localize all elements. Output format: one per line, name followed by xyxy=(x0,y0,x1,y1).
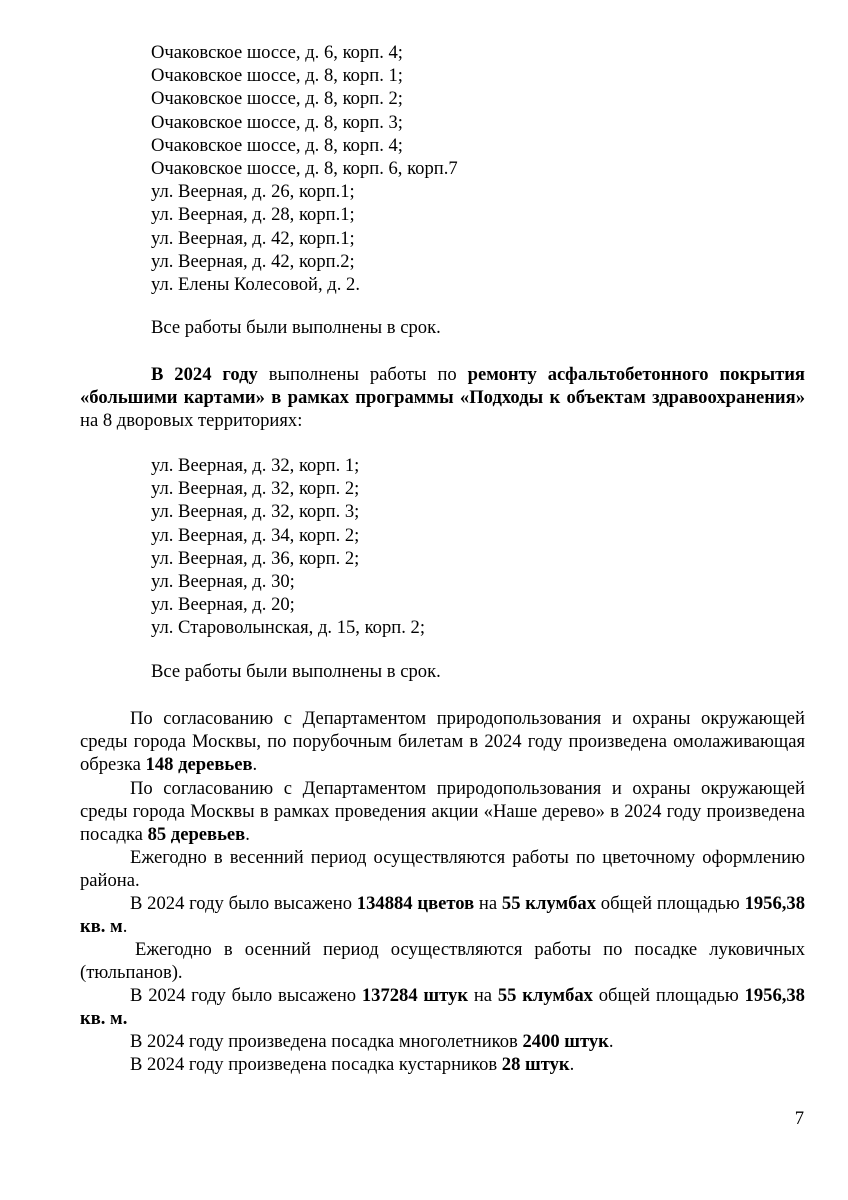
list-item: Очаковское шоссе, д. 8, корп. 1; xyxy=(151,65,403,87)
text: По согласованию с Департаментом природопользования и охраны окружающей среды города Москвы, по порубочным билетам в 2024 году произведена омолаживающая обрезка xyxy=(80,708,805,776)
list-item: ул. Веерная, д. 32, корп. 2; xyxy=(151,478,360,500)
bold-count: 28 штук xyxy=(501,1054,570,1075)
bold-count: 134884 цветов xyxy=(356,893,475,914)
bold-program: ремонту асфальтобетонного покрытия «большими картами» в рамках программы «Подходы к объектам здравоохранения» xyxy=(80,364,805,409)
list-item: ул. Староволынская, д. 15, корп. 2; xyxy=(151,617,425,639)
paragraph-spring-works: Ежегодно в весенний период осуществляются работы по цветочному оформлению района. xyxy=(80,847,805,892)
text: на xyxy=(468,985,498,1006)
paragraph-tree-trimming xyxy=(80,707,805,777)
paragraph-tree-planting xyxy=(80,777,805,847)
bold-count: 55 клумбах xyxy=(501,893,597,914)
text: . xyxy=(245,824,250,846)
text: на xyxy=(474,893,502,914)
bold-count: 148 деревьев xyxy=(145,754,253,776)
list-item: Очаковское шоссе, д. 8, корп. 6, корп.7 xyxy=(151,158,458,180)
text: В 2024 году произведена посадка кустарников xyxy=(130,1054,502,1075)
list-item: ул. Елены Колесовой, д. 2. xyxy=(151,274,361,296)
list-item: ул. Веерная, д. 30; xyxy=(151,571,295,593)
text: . xyxy=(608,1031,614,1052)
paragraph-autumn-works: Ежегодно в осенний период осуществляются работы по посадке луковичных (тюльпанов). xyxy=(80,939,805,984)
paragraph-asphalt-repair xyxy=(80,363,805,433)
text: выполнены работы по xyxy=(257,364,468,385)
text: общей площадью xyxy=(592,985,745,1006)
bold-year: В 2024 году xyxy=(151,364,258,385)
list-item: ул. Веерная, д. 26, корп.1; xyxy=(151,181,355,203)
list-item: Очаковское шоссе, д. 6, корп. 4; xyxy=(151,42,403,63)
bold-area: 1956,38 кв. м xyxy=(80,893,805,938)
bold-count: 85 деревьев xyxy=(147,824,246,846)
list-item: ул. Веерная, д. 32, корп. 1; xyxy=(151,455,360,476)
list-item: ул. Веерная, д. 28, корп.1; xyxy=(151,204,355,226)
text: В 2024 году было высажено xyxy=(130,985,362,1006)
list-item: ул. Веерная, д. 36, корп. 2; xyxy=(151,547,360,569)
bold-area: 1956,38 кв. м. xyxy=(80,985,805,1030)
completion-note-b: Все работы были выполнены в срок. xyxy=(151,661,441,682)
list-item: ул. Веерная, д. 42, корп.1; xyxy=(151,227,355,249)
text: . xyxy=(122,916,128,938)
text: В 2024 году было высажено xyxy=(130,893,357,914)
list-item: Очаковское шоссе, д. 8, корп. 3; xyxy=(151,111,403,133)
text: . xyxy=(569,1054,575,1075)
completion-note-a: Все работы были выполнены в срок. xyxy=(151,317,441,338)
text: общей площадью xyxy=(596,893,745,914)
list-item: ул. Веерная, д. 32, корп. 3; xyxy=(151,501,360,523)
list-item: ул. Веерная, д. 34, корп. 2; xyxy=(151,524,360,546)
text: на 8 дворовых территориях: xyxy=(80,410,303,432)
list-item: ул. Веерная, д. 42, корп.2; xyxy=(151,250,355,272)
paragraph-flowers xyxy=(80,892,805,938)
text: . xyxy=(252,754,258,776)
paragraph-perennials xyxy=(80,1030,805,1053)
bold-count: 2400 штук xyxy=(522,1031,609,1052)
bold-count: 55 клумбах xyxy=(497,985,593,1006)
page-number: 7 xyxy=(794,1108,804,1129)
paragraph-bulbs xyxy=(80,984,805,1030)
paragraph-shrubs xyxy=(80,1053,805,1076)
bold-count: 137284 штук xyxy=(361,985,469,1006)
address-list-a xyxy=(151,41,458,296)
text: В 2024 году произведена посадка многолетников xyxy=(130,1031,523,1052)
list-item: Очаковское шоссе, д. 8, корп. 4; xyxy=(151,134,403,156)
text: По согласованию с Департаментом природопользования и охраны окружающей среды города Москвы в рамках проведения акции «Наше дерево» в 2024 году произведена посадка xyxy=(80,778,805,846)
list-item: Очаковское шоссе, д. 8, корп. 2; xyxy=(151,88,403,110)
address-list-b xyxy=(151,454,425,640)
list-item: ул. Веерная, д. 20; xyxy=(151,594,295,616)
